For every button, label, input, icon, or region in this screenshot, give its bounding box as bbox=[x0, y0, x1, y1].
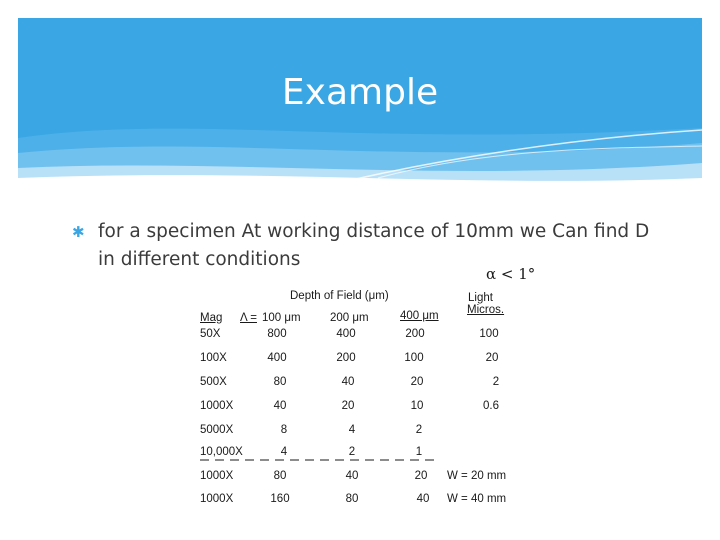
row-value: 20 bbox=[410, 376, 424, 388]
slide-title: Example bbox=[281, 72, 439, 113]
extra-row-value: 80 bbox=[273, 470, 287, 482]
row-value: 4 bbox=[280, 446, 288, 458]
extra-row-value: 40 bbox=[345, 470, 359, 482]
light-micros-header-line2: Micros. bbox=[467, 304, 505, 316]
mag-header: Mag bbox=[200, 312, 223, 324]
row-mag: 500X bbox=[200, 376, 227, 388]
light-micros-header-line1: Light bbox=[468, 292, 493, 304]
row-value: 100 bbox=[404, 352, 424, 364]
lambda-value-2: 200 μm bbox=[330, 312, 369, 324]
row-value: 20 bbox=[341, 400, 355, 412]
extra-row-note: W = 20 mm bbox=[447, 470, 507, 482]
row-light-value: 20 bbox=[485, 352, 499, 364]
row-light-value: 2 bbox=[492, 376, 500, 388]
row-value: 40 bbox=[273, 400, 287, 412]
asterisk-bullet-icon: ✱ bbox=[72, 223, 85, 241]
extra-row-value: 40 bbox=[416, 493, 430, 505]
row-mag: 100X bbox=[200, 352, 227, 364]
row-value: 2 bbox=[415, 424, 423, 436]
extra-row-value: 160 bbox=[270, 493, 290, 505]
row-value: 1 bbox=[415, 446, 423, 458]
dof-header: Depth of Field (μm) bbox=[290, 290, 389, 302]
row-value: 800 bbox=[267, 328, 287, 340]
dashed-separator bbox=[200, 455, 440, 465]
extra-row-mag: 1000X bbox=[200, 493, 234, 505]
row-value: 8 bbox=[280, 424, 288, 436]
row-value: 4 bbox=[348, 424, 356, 436]
row-value: 200 bbox=[405, 328, 425, 340]
bullet-text: for a specimen At working distance of 10mm we Can find D in different conditions bbox=[98, 221, 650, 270]
extra-row-note: W = 40 mm bbox=[447, 493, 507, 505]
lambda-value-3: 400 μm bbox=[400, 310, 439, 322]
row-mag: 10,000X bbox=[200, 446, 243, 458]
row-mag: 1000X bbox=[200, 400, 234, 412]
extra-row-mag: 1000X bbox=[200, 470, 234, 482]
row-value: 400 bbox=[267, 352, 287, 364]
row-value: 400 bbox=[336, 328, 356, 340]
lambda-value-1: 100 μm bbox=[262, 312, 301, 324]
row-value: 10 bbox=[410, 400, 424, 412]
row-value: 200 bbox=[336, 352, 356, 364]
row-light-value: 0.6 bbox=[483, 400, 499, 412]
alpha-label: α < 1° bbox=[486, 265, 536, 283]
row-mag: 50X bbox=[200, 328, 221, 340]
row-light-value: 100 bbox=[479, 328, 499, 340]
extra-row-value: 20 bbox=[414, 470, 428, 482]
row-value: 40 bbox=[341, 376, 355, 388]
row-value: 2 bbox=[348, 446, 356, 458]
lambda-label: Λ = bbox=[240, 312, 257, 324]
row-value: 80 bbox=[273, 376, 287, 388]
extra-row-value: 80 bbox=[345, 493, 359, 505]
row-mag: 5000X bbox=[200, 424, 234, 436]
